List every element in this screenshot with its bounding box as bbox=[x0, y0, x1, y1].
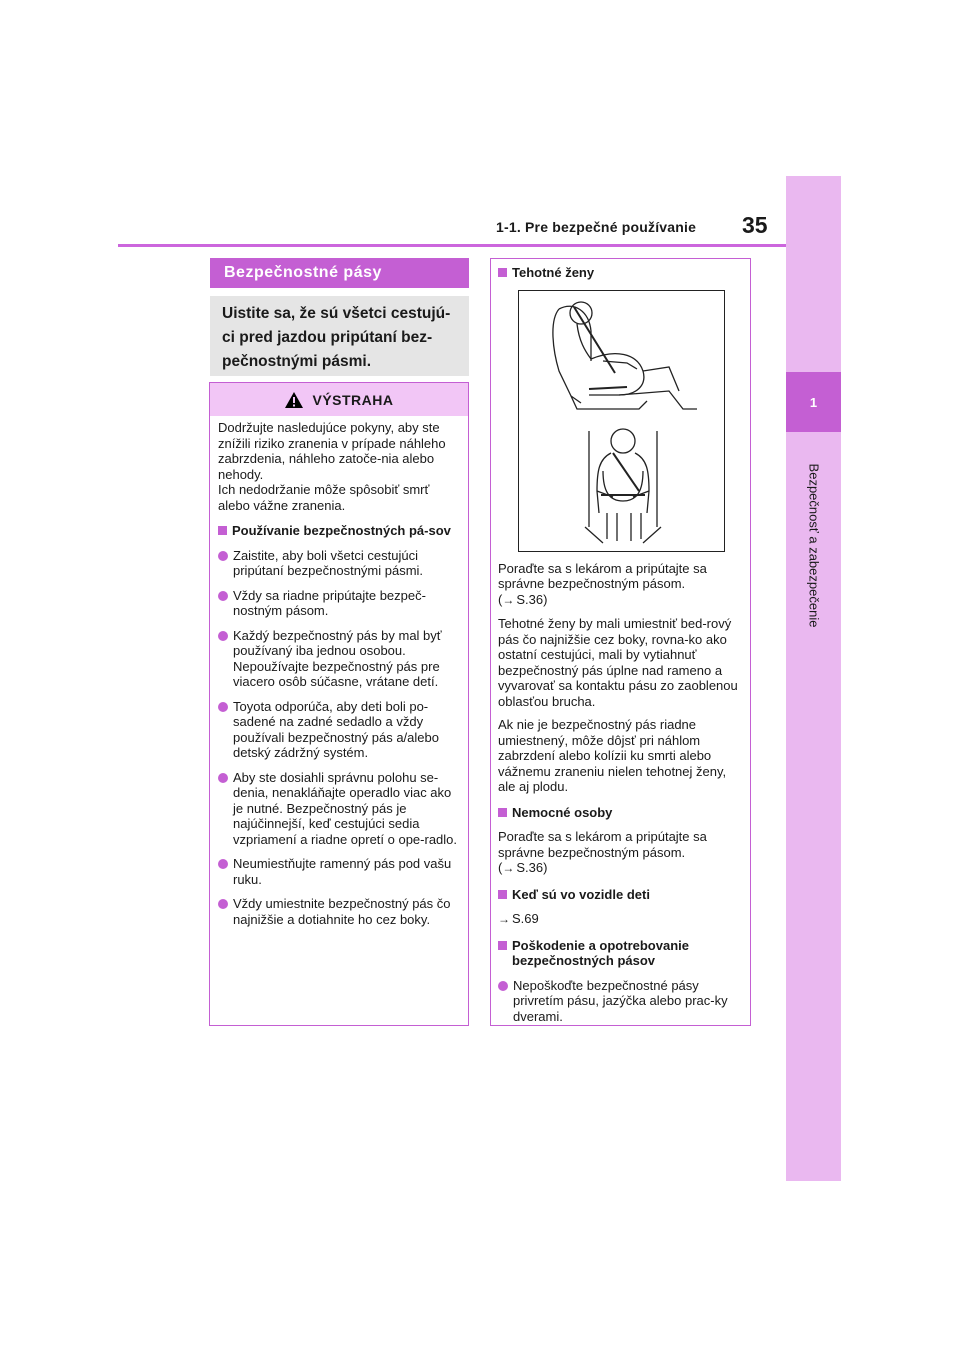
right-body bbox=[491, 259, 750, 1024]
square-bullet-icon bbox=[498, 808, 507, 817]
side-tab bbox=[786, 176, 841, 1181]
ill-paragraph: Poraďte sa s lekárom a pripútajte sa správne bezpečnostným pásom. bbox=[498, 829, 707, 860]
bullet-icon bbox=[218, 773, 228, 783]
square-bullet-icon bbox=[498, 268, 507, 277]
pregnant-reference: (→ S.36) bbox=[498, 591, 548, 607]
square-bullet-icon bbox=[218, 526, 227, 535]
warning-icon bbox=[284, 391, 304, 409]
damage-heading-text: Poškodenie a opotrebovanie bezpečnostných pásov bbox=[512, 937, 689, 968]
square-bullet-icon bbox=[498, 890, 507, 899]
header-rule bbox=[118, 244, 786, 247]
chapter-number: 1 bbox=[786, 372, 841, 432]
warning-subheading bbox=[218, 523, 458, 539]
list-item bbox=[218, 770, 458, 848]
square-bullet-icon bbox=[498, 941, 507, 950]
warning-text-2: Ich nedodržanie môže spôsobiť smrť alebo vážne zranenia. bbox=[218, 482, 430, 513]
bullet-icon bbox=[218, 591, 228, 601]
list-item-text: Aby ste dosiahli správnu polohu se-denia, nenakláňajte operadlo viac ako je nutné. Bezpečnostný pás je najúčinnejší, keď cestujúci sedia vzpriamení a riadne opretí o ope-radlo. bbox=[233, 769, 458, 847]
ill-heading bbox=[498, 805, 740, 821]
intro-box: Uistite sa, že sú všetci cestujú-ci pred jazdou pripútaní bez-pečnostnými pásmi. bbox=[210, 296, 469, 376]
ill-reference-text: S.36) bbox=[516, 860, 548, 875]
bullet-icon bbox=[218, 631, 228, 641]
bullet-icon bbox=[498, 981, 508, 991]
list-item-text: Zaistite, aby boli všetci cestujúci pripútaní bezpečnostnými pásmi. bbox=[233, 547, 424, 578]
list-item bbox=[218, 628, 458, 690]
pregnant-reference-text: S.36) bbox=[516, 591, 548, 607]
list-item-text: Vždy umiestnite bezpečnostný pás čo najnižšie a dotiahnite ho cez boky. bbox=[233, 896, 451, 927]
illustration-svg bbox=[519, 291, 724, 551]
warning-header bbox=[210, 383, 468, 416]
list-item bbox=[218, 856, 458, 887]
children-reference-text: S.69 bbox=[512, 911, 539, 926]
arrow-right-icon: → bbox=[498, 912, 510, 926]
list-item bbox=[218, 699, 458, 761]
list-item-text: Neumiestňujte ramenný pás pod vašu ruku. bbox=[233, 856, 452, 887]
section-title: Bezpečnostné pásy bbox=[210, 258, 469, 288]
list-item bbox=[218, 548, 458, 579]
children-heading-text: Keď sú vo vozidle deti bbox=[512, 886, 650, 902]
arrow-right-icon: → bbox=[502, 592, 515, 607]
list-item-text: Vždy sa riadne pripútajte bezpeč-nostným pásom. bbox=[233, 587, 426, 618]
warning-box bbox=[209, 382, 469, 1026]
bullet-icon bbox=[218, 899, 228, 909]
pregnant-seatbelt-illustration bbox=[518, 290, 725, 552]
ill-heading-text: Nemocné osoby bbox=[512, 804, 613, 820]
chapter-label: Bezpečnosť a zabezpečenie bbox=[806, 463, 822, 627]
pregnant-paragraph-1: Poraďte sa s lekárom a pripútajte sa správne bezpečnostným pásom. bbox=[498, 560, 707, 591]
pregnant-paragraph-2: Tehotné ženy by mali umiestniť bed-rový pás čo najnižšie cez boky, rovna-ko ako ostatní cestujúci, mali by vytiahnuť bezpečnostný pás úplne nad rameno a vyvarovať sa kontaktu pásu zo zaoblenou oblasťou brucha. bbox=[498, 616, 738, 709]
pregnant-heading-text: Tehotné ženy bbox=[512, 265, 595, 280]
pregnant-heading bbox=[498, 265, 740, 281]
bullet-icon bbox=[218, 551, 228, 561]
header-title: 1-1. Pre bezpečné používanie bbox=[496, 219, 697, 235]
chapter-label-wrap bbox=[781, 440, 846, 650]
list-item bbox=[498, 978, 740, 1025]
list-item bbox=[218, 588, 458, 619]
list-item bbox=[218, 896, 458, 927]
page-number: 35 bbox=[742, 212, 768, 238]
bullet-icon bbox=[218, 702, 228, 712]
pregnant-paragraph-3: Ak nie je bezpečnostný pás riadne umiestnený, môže dôjsť pri náhlom zabrzdení alebo kolízii ku smrti alebo vážnemu zraneniu nielen tehotnej ženy, ale aj plodu. bbox=[498, 717, 727, 794]
warning-heading: VÝSTRAHA bbox=[312, 391, 394, 408]
warning-subheading-text: Používanie bezpečnostných pá-sov bbox=[232, 523, 451, 538]
list-item-text: Každý bezpečnostný pás by mal byť používaný iba jednou osobou. Nepoužívajte bezpečnostný pás pre viacero osôb súčasne, vrátane detí. bbox=[233, 627, 442, 689]
bullet-icon bbox=[218, 859, 228, 869]
ill-reference: (→ S.36) bbox=[498, 860, 548, 875]
warning-body bbox=[210, 416, 468, 927]
right-warning-box bbox=[490, 258, 751, 1026]
damage-heading bbox=[498, 938, 740, 969]
arrow-right-icon: → bbox=[502, 861, 515, 875]
list-item-text: Toyota odporúča, aby deti boli po-sadené na zadné sedadlo a vždy používali bezpečnostný pás a/alebo detský zádržný systém. bbox=[233, 698, 439, 760]
warning-text: Dodržujte nasledujúce pokyny, aby ste znížili riziko zranenia v prípade náhleho zabrzdenia, náhleho zatoče-nia alebo nehody. bbox=[218, 420, 446, 482]
damage-bullet-text: Nepoškoďte bezpečnostné pásy privretím pásu, jazýčka alebo prac-ky dverami. bbox=[513, 977, 728, 1024]
children-heading bbox=[498, 887, 740, 903]
children-reference bbox=[498, 911, 740, 928]
